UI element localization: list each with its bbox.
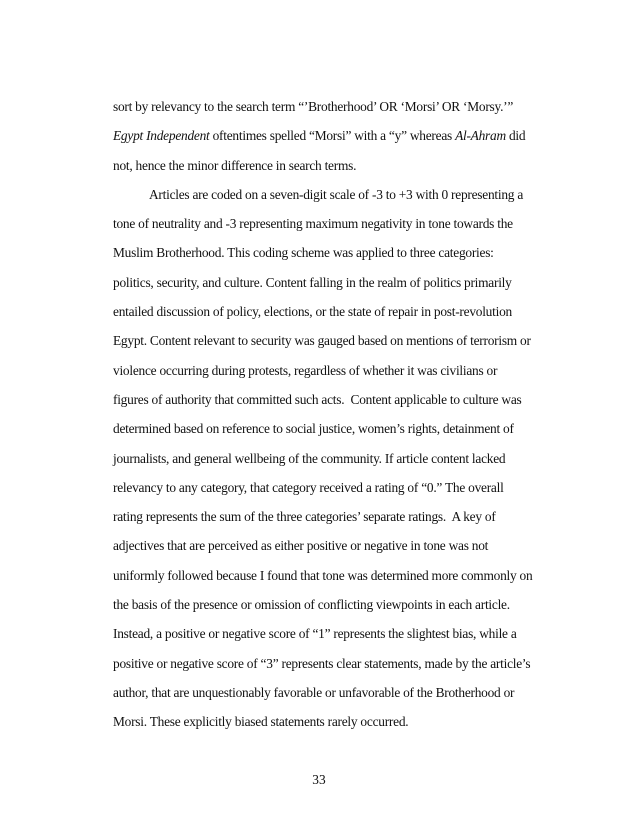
body-text bbox=[113, 92, 533, 737]
text-segment: oftentimes spelled “Morsi” with a “y” whereas bbox=[209, 128, 456, 144]
text-line: relevancy to any category, that category received a rating of “0.” The overall bbox=[113, 479, 504, 495]
page-number: 33 bbox=[312, 772, 326, 787]
text-line: figures of authority that committed such acts. Content applicable to culture was bbox=[113, 391, 522, 407]
text-line: rating represents the sum of the three categories’ separate ratings. A key of bbox=[113, 509, 496, 525]
text-line: Instead, a positive or negative score of “1” represents the slightest bias, while a bbox=[113, 626, 517, 642]
text-line: violence occurring during protests, regardless of whether it was civilians or bbox=[113, 362, 498, 378]
text-line: determined based on reference to social justice, women’s rights, detainment of bbox=[113, 421, 514, 437]
text-line: journalists, and general wellbeing of the community. If article content lacked bbox=[113, 450, 506, 466]
paragraph-first-line: Articles are coded on a seven-digit scale of -3 to +3 with 0 representing a bbox=[149, 186, 524, 202]
publication-name-italic: Al-Ahram bbox=[455, 128, 506, 144]
text-line: Muslim Brotherhood. This coding scheme was applied to three categories: bbox=[113, 245, 494, 261]
text-line: adjectives that are perceived as either positive or negative in tone was not bbox=[113, 538, 489, 554]
text-line bbox=[113, 121, 533, 150]
text-segment: did bbox=[505, 128, 526, 144]
text-line: sort by relevancy to the search term “’Brotherhood’ OR ‘Morsi’ OR ‘Morsy.’” bbox=[113, 99, 514, 114]
text-line: entailed discussion of policy, elections, or the state of repair in post-revolution bbox=[113, 304, 512, 320]
text-line: tone of neutrality and -3 representing maximum negativity in tone towards the bbox=[113, 216, 513, 232]
text-line: the basis of the presence or omission of conflicting viewpoints in each article. bbox=[113, 597, 510, 613]
text-line: not, hence the minor difference in search terms. bbox=[113, 157, 357, 173]
text-line: positive or negative score of “3” represents clear statements, made by the article’s bbox=[113, 655, 531, 671]
text-line: uniformly followed because I found that tone was determined more commonly on bbox=[113, 567, 533, 583]
text-line: Morsi. These explicitly biased statements rarely occurred. bbox=[113, 714, 409, 730]
text-line: Egypt. Content relevant to security was gauged based on mentions of terrorism or bbox=[113, 333, 531, 349]
text-line: author, that are unquestionably favorable or unfavorable of the Brotherhood or bbox=[113, 684, 515, 700]
text-line: politics, security, and culture. Content falling in the realm of politics primarily bbox=[113, 274, 512, 290]
publication-name-italic: Egypt Independent bbox=[113, 128, 210, 144]
